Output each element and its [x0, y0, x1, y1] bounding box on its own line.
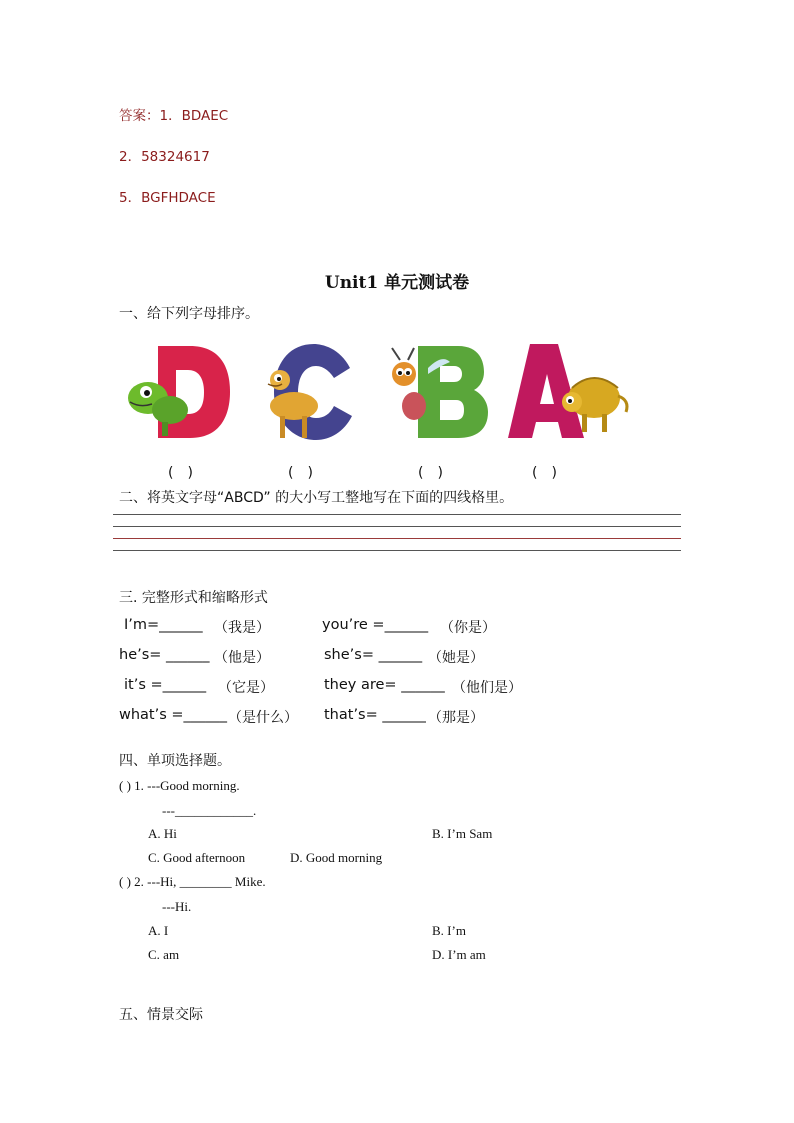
contraction-thats[interactable]: that’s= ______ — [324, 707, 426, 723]
question-2-option-a[interactable]: A. I — [148, 923, 169, 938]
question-2-stem: ( ) 2. ---Hi, ________ Mike. — [119, 874, 266, 889]
question-1-option-a[interactable]: A. Hi — [148, 826, 177, 841]
question-2-option-b[interactable]: B. I’m — [432, 923, 466, 938]
contraction-theyare[interactable]: they are= ______ — [324, 677, 445, 693]
contraction-theyare-cn: （他们是） — [452, 680, 522, 696]
question-1-option-b[interactable]: B. I’m Sam — [432, 826, 493, 841]
question-1-reply[interactable]: ---____________. — [162, 803, 257, 818]
blank-4[interactable]: ( ) — [532, 465, 557, 481]
section1-heading: 一、给下列字母排序。 — [119, 306, 259, 322]
contraction-shes-cn: （她是） — [428, 650, 484, 666]
grid-line-1 — [113, 514, 681, 515]
contraction-youre-cn: （你是） — [440, 620, 496, 636]
contraction-its-cn: （它是） — [218, 680, 274, 696]
question-1-option-d[interactable]: D. Good morning — [290, 850, 383, 865]
contraction-youre[interactable]: you’re =______ — [322, 617, 429, 633]
letter-c-image — [250, 340, 370, 445]
question-1-stem: ( ) 1. ---Good morning. — [119, 778, 240, 793]
blank-2[interactable]: ( ) — [288, 465, 313, 481]
contraction-its[interactable]: it’s =______ — [124, 677, 207, 693]
section4-heading: 四、单项选择题。 — [119, 753, 231, 769]
contraction-thats-cn: （那是） — [428, 710, 484, 726]
contraction-whats-cn: （是什么） — [228, 710, 298, 726]
question-2-option-c[interactable]: C. am — [148, 947, 180, 962]
letter-b-image — [378, 340, 498, 445]
answer-line-1: 答案：1．BDAEC — [119, 108, 229, 124]
page-title: Unit1 单元测试卷 — [324, 273, 470, 293]
answer-line-2: 2．58324617 — [119, 149, 210, 165]
section5-heading: 五、情景交际 — [119, 1007, 203, 1023]
contraction-hes-cn: （他是） — [214, 650, 270, 666]
question-1-option-c[interactable]: C. Good afternoon — [148, 850, 246, 865]
answer-line-3: 5．BGFHDACE — [119, 190, 216, 206]
grid-line-3 — [113, 538, 681, 539]
contraction-shes[interactable]: she’s= ______ — [324, 647, 423, 663]
blank-3[interactable]: ( ) — [418, 465, 443, 481]
section3-heading: 三. 完整形式和缩略形式 — [119, 590, 268, 606]
question-2-reply: ---Hi. — [162, 899, 192, 914]
contraction-im[interactable]: I’m=______ — [124, 617, 203, 633]
grid-line-2 — [113, 526, 681, 527]
section2-heading: 二、将英文字母“ABCD” 的大小写工整地写在下面的四线格里。 — [119, 490, 514, 506]
blank-1[interactable]: ( ) — [168, 465, 193, 481]
question-2-option-d[interactable]: D. I’m am — [432, 947, 486, 962]
contraction-im-cn: （我是） — [214, 620, 270, 636]
contraction-whats[interactable]: what’s =______ — [119, 707, 228, 723]
grid-line-4 — [113, 550, 681, 551]
letter-d-image — [118, 340, 238, 445]
contraction-hes[interactable]: he’s= ______ — [119, 647, 210, 663]
letter-a-image — [504, 340, 634, 445]
